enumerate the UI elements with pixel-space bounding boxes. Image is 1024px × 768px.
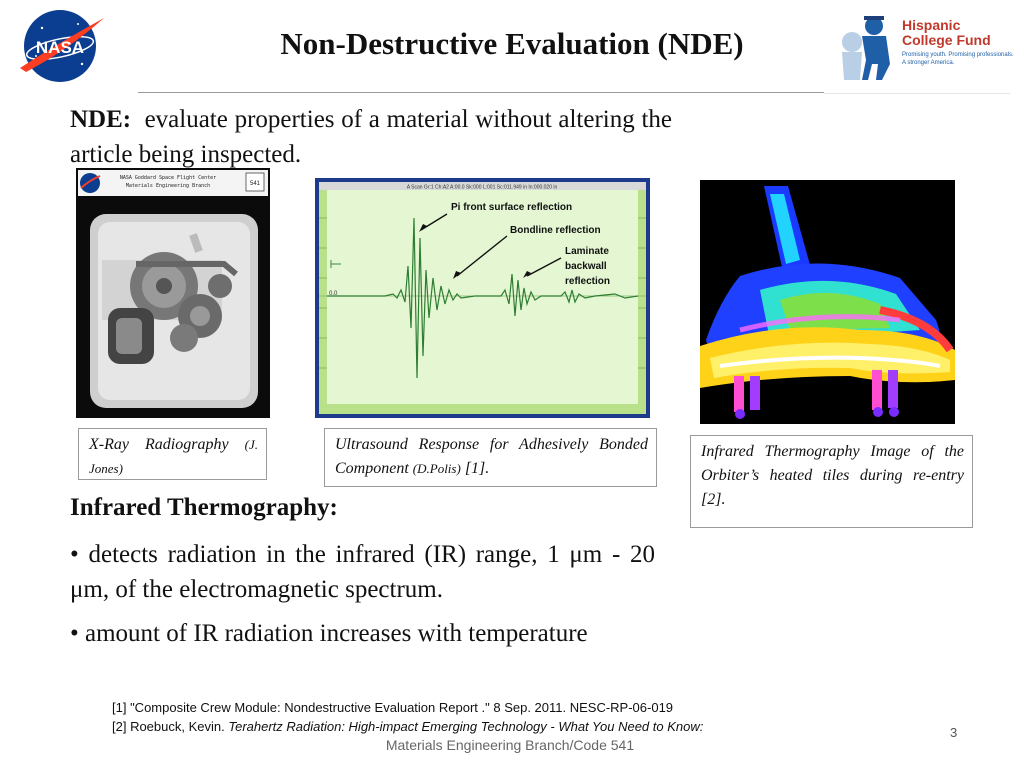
slide-title: Non-Destructive Evaluation (NDE): [280, 26, 744, 61]
hcf-tagline-1: Promising youth. Promising professionals.: [902, 52, 1014, 58]
ascan-header: A Scan Gr:1 Ch:A2 A:00.0 Sk:000 L:001 Sc:011.949 in In:000.020 in: [406, 184, 558, 191]
nasa-logo: [12, 6, 108, 86]
label-laminate-line1: Laminate: [565, 246, 609, 257]
ir-section-heading: Infrared Thermography:: [70, 494, 338, 521]
nde-definition-text: evaluate properties of a material without altering the article being inspected.: [70, 106, 672, 168]
ultrasound-caption: [324, 428, 657, 487]
header-divider: [138, 92, 824, 93]
nasa-logo-text: NASA: [35, 38, 85, 57]
bullet-item: • amount of IR radiation increases with temperature: [70, 620, 588, 647]
hcf-name-line2: College Fund: [902, 32, 991, 48]
ultrasound-caption-credit: (D.Polis): [412, 461, 461, 476]
hispanic-college-fund-logo: [838, 12, 1018, 82]
nde-definition: [70, 102, 672, 172]
ascan-axis-left: 0.0: [329, 291, 338, 297]
references: [112, 698, 832, 736]
ultrasound-caption-text: Ultrasound Response for Adhesively Bonded Component: [335, 436, 648, 477]
hcf-name-line1: Hispanic: [902, 17, 961, 33]
bullet-item: • detects radiation in the infrared (IR) range, 1 μm - 20 μm, of the electromagnetic spectrum.: [70, 541, 655, 603]
graduate-figures-icon: [838, 12, 898, 82]
reference-2-title: Terahertz Radiation: High-impact Emerging Technology - What You Need to Know:: [228, 719, 704, 734]
label-laminate-line2: backwall: [565, 261, 607, 272]
xray-header-line1: NASA Goddard Space Flight Center: [119, 175, 217, 181]
infrared-orbiter-image: [700, 180, 955, 424]
infrared-caption: [690, 435, 973, 528]
label-front-surface: Pi front surface reflection: [451, 202, 573, 213]
slide-footer: Materials Engineering Branch/Code 541: [385, 737, 635, 753]
bullet-text: detects radiation in the infrared (IR) range, 1 μm - 20 μm, of the electromagnetic spectrum.: [70, 541, 655, 603]
reference-1: [1] "Composite Crew Module: Nondestructive Evaluation Report ." 8 Sep. 2011. NESC-RP-06-019: [112, 700, 674, 715]
label-laminate-line3: reflection: [565, 276, 611, 287]
hcf-tagline-2: A stronger America.: [902, 60, 955, 66]
xray-badge: 541: [249, 181, 261, 187]
infrared-caption-text: Infrared Thermography Image of the Orbiter’s heated tiles during re-entry [2].: [701, 443, 964, 508]
xray-caption-text: X-Ray Radiography: [89, 436, 229, 453]
label-bondline: Bondline reflection: [510, 225, 601, 236]
ultrasound-caption-ref: [1].: [464, 460, 490, 477]
nde-term: NDE:: [70, 106, 132, 133]
header-divider-faint: [824, 93, 1010, 94]
bullet-text: amount of IR radiation increases with temperature: [85, 620, 588, 647]
ultrasound-ascan-image: [315, 178, 650, 418]
reference-2-author: [2] Roebuck, Kevin.: [112, 719, 229, 734]
page-number: 3: [950, 725, 958, 740]
xray-radiography-image: [76, 168, 270, 418]
xray-caption: [78, 428, 267, 480]
xray-caption-credit: (J. Jones): [89, 437, 258, 476]
xray-header-line2: Materials Engineering Branch: [125, 183, 211, 189]
reference-2: [112, 717, 832, 736]
